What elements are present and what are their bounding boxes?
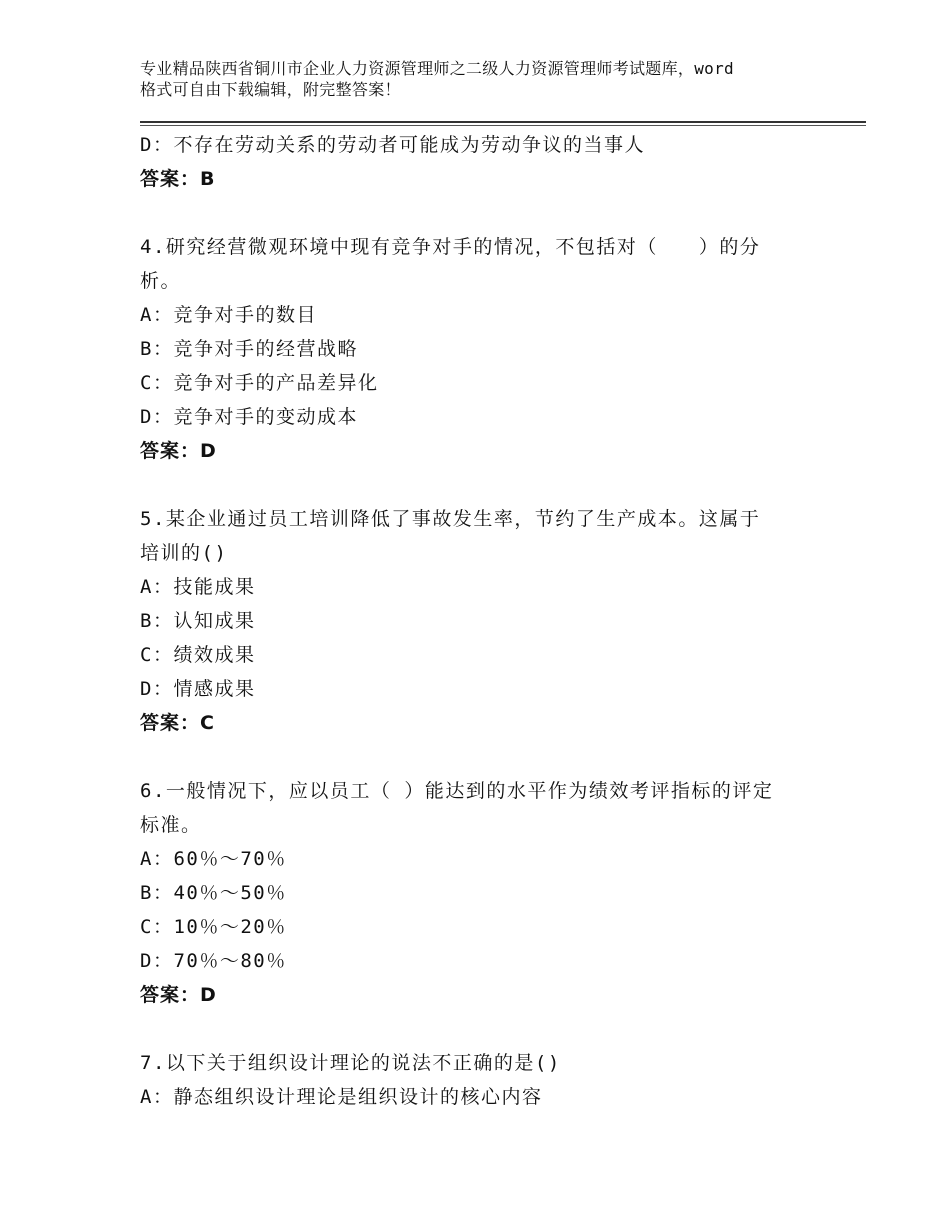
spacer (140, 196, 840, 230)
q4-option-c: C：竞争对手的产品差异化 (140, 372, 379, 394)
spacer (140, 1012, 840, 1046)
q3-option-d: D：不存在劳动关系的劳动者可能成为劳动争议的当事人 (140, 134, 645, 156)
question-5 (140, 502, 840, 740)
q5-option-b: B：认知成果 (140, 610, 256, 632)
question-7 (140, 1046, 840, 1114)
q4-option-b: B：竞争对手的经营战略 (140, 338, 358, 360)
question-6 (140, 774, 840, 1012)
header-rule-thin (140, 125, 866, 126)
spacer (140, 468, 840, 502)
q5-stem-line-1: 5.某企业通过员工培训降低了事故发生率，节约了生产成本。这属于 (140, 508, 761, 530)
q3-answer: 答案：B (140, 168, 216, 190)
q5-option-d: D：情感成果 (140, 678, 256, 700)
question-3 (140, 128, 840, 196)
q6-option-a: A：60％～70％ (140, 848, 287, 870)
q7-stem-line-1: 7.以下关于组织设计理论的说法不正确的是() (140, 1052, 561, 1074)
q5-option-a: A：技能成果 (140, 576, 256, 598)
question-list (140, 128, 840, 1114)
question-4 (140, 230, 840, 468)
q4-option-d: D：竞争对手的变动成本 (140, 406, 358, 428)
q6-option-b: B：40％～50％ (140, 882, 287, 904)
q7-option-a: A：静态组织设计理论是组织设计的核心内容 (140, 1086, 543, 1108)
header-line-1: 专业精品陕西省铜川市企业人力资源管理师之二级人力资源管理师考试题库，word (140, 59, 734, 78)
q4-answer: 答案：D (140, 440, 217, 462)
q6-option-c: C：10％～20％ (140, 916, 287, 938)
q4-stem-line-2: 析。 (140, 270, 182, 292)
header-rule-thick (140, 121, 866, 123)
header-line-2: 格式可自由下载编辑，附完整答案！ (140, 80, 401, 99)
q6-stem-line-1: 6.一般情况下，应以员工（ ）能达到的水平作为绩效考评指标的评定 (140, 780, 774, 802)
q5-answer: 答案：C (140, 712, 215, 734)
spacer (140, 740, 840, 774)
q6-option-d: D：70％～80％ (140, 950, 287, 972)
q6-answer: 答案：D (140, 984, 217, 1006)
q5-stem-line-2: 培训的() (140, 542, 228, 564)
q4-stem-line-1: 4.研究经营微观环境中现有竞争对手的情况，不包括对（ ）的分 (140, 236, 761, 258)
q5-option-c: C：绩效成果 (140, 644, 256, 666)
q4-option-a: A：竞争对手的数目 (140, 304, 317, 326)
page-header (140, 58, 830, 100)
q6-stem-line-2: 标准。 (140, 814, 202, 836)
